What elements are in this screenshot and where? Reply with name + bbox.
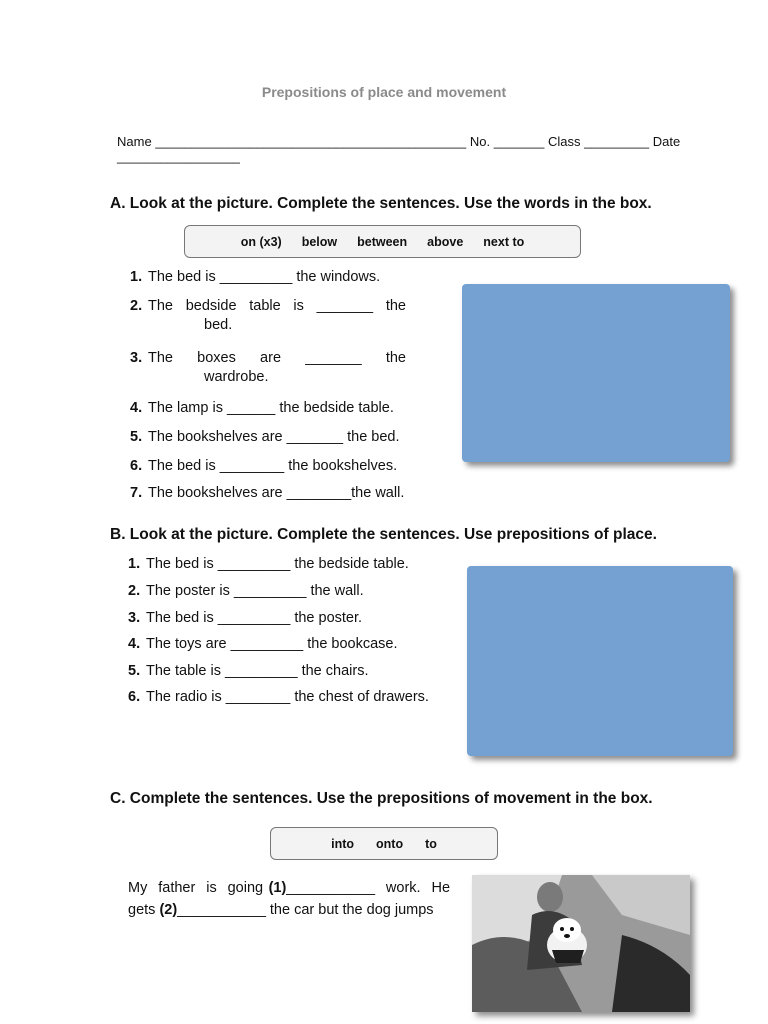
item-text: The toys are _________ the bookcase.	[146, 636, 398, 652]
item-number: 4.	[128, 636, 141, 652]
class-label: Class	[547, 134, 581, 149]
word-box-item: above	[427, 234, 464, 249]
section-b-item	[128, 583, 458, 599]
paragraph-text: ___________ the car but the dog jumps	[177, 902, 434, 918]
item-text: The bookshelves are ________the wall.	[148, 485, 405, 501]
item-number: 3.	[130, 350, 143, 366]
item-text: The poster is _________ the wall.	[146, 583, 364, 599]
paragraph-text: gets	[128, 902, 160, 918]
date-blank[interactable]: _________________	[117, 149, 240, 164]
section-c-paragraph	[128, 877, 450, 921]
blank-marker-1: (1)	[268, 880, 287, 896]
section-b-item	[128, 689, 458, 705]
item-number: 6.	[130, 458, 143, 474]
word-box-item: below	[301, 234, 338, 249]
word-box-item: on (x3)	[240, 234, 282, 249]
name-label: Name	[117, 134, 152, 149]
item-number: 1.	[130, 269, 143, 285]
no-blank[interactable]: _______	[493, 134, 545, 149]
section-b-item	[128, 663, 458, 679]
section-a-item	[130, 429, 430, 445]
class-blank[interactable]: _________	[584, 134, 650, 149]
word-box-item: next to	[483, 234, 525, 249]
item-number: 3.	[128, 610, 141, 626]
section-b-item	[128, 610, 458, 626]
item-number: 5.	[128, 663, 141, 679]
item-text: The boxes are _______ the	[148, 350, 406, 366]
section-c-word-box	[270, 827, 498, 860]
item-text: The bedside table is _______ the	[148, 298, 406, 314]
word-box-item: to	[425, 836, 437, 851]
section-b-item	[128, 556, 458, 572]
item-number: 6.	[128, 689, 141, 705]
item-number: 2.	[128, 583, 141, 599]
date-label: Date	[652, 134, 681, 149]
paragraph-text: ___________ work. He	[286, 880, 451, 896]
section-a-item	[130, 485, 430, 501]
word-box-item: into	[331, 836, 355, 851]
no-label: No.	[469, 134, 491, 149]
section-b-picture	[467, 566, 733, 756]
name-blank[interactable]: ___________________________________________	[155, 134, 467, 149]
item-text: The lamp is ______ the bedside table.	[148, 400, 394, 416]
item-number: 4.	[130, 400, 143, 416]
item-number: 2.	[130, 298, 143, 314]
paragraph-line-2	[128, 899, 450, 921]
section-c-heading: C. Complete the sentences. Use the prepositions of movement in the box.	[110, 790, 653, 807]
item-text: The radio is ________ the chest of drawers.	[146, 689, 429, 705]
section-a-word-box	[184, 225, 581, 258]
item-text: The bed is _________ the bedside table.	[146, 556, 409, 572]
section-a-item	[130, 458, 430, 474]
word-box-item: onto	[376, 836, 404, 851]
item-text: The bed is _________ the windows.	[148, 269, 381, 285]
section-a-item	[130, 298, 406, 333]
section-a-picture	[462, 284, 730, 462]
section-b-heading: B. Look at the picture. Complete the sentences. Use prepositions of place.	[110, 526, 657, 543]
item-text: The table is _________ the chairs.	[146, 663, 369, 679]
paragraph-line-1	[128, 877, 450, 899]
paragraph-text: My father is going	[128, 880, 269, 896]
section-a-item	[130, 350, 406, 385]
blank-marker-2: (2)	[159, 902, 178, 918]
header-fields	[117, 134, 768, 164]
item-text-continued: wardrobe.	[204, 369, 269, 385]
section-a-item	[130, 269, 420, 285]
word-box-item: between	[357, 234, 408, 249]
item-text: The bed is ________ the bookshelves.	[148, 458, 398, 474]
item-text: The bed is _________ the poster.	[146, 610, 363, 626]
section-b-item	[128, 636, 458, 652]
photo-illustration	[472, 875, 690, 1012]
item-text: The bookshelves are _______ the bed.	[148, 429, 400, 445]
item-number: 1.	[128, 556, 141, 572]
page-title: Prepositions of place and movement	[261, 84, 507, 100]
item-number: 7.	[130, 485, 143, 501]
dog-in-car-photo	[472, 875, 690, 1012]
section-a-heading: A. Look at the picture. Complete the sentences. Use the words in the box.	[110, 195, 652, 212]
item-number: 5.	[130, 429, 143, 445]
item-text-continued: bed.	[204, 317, 233, 333]
section-a-item	[130, 400, 430, 416]
